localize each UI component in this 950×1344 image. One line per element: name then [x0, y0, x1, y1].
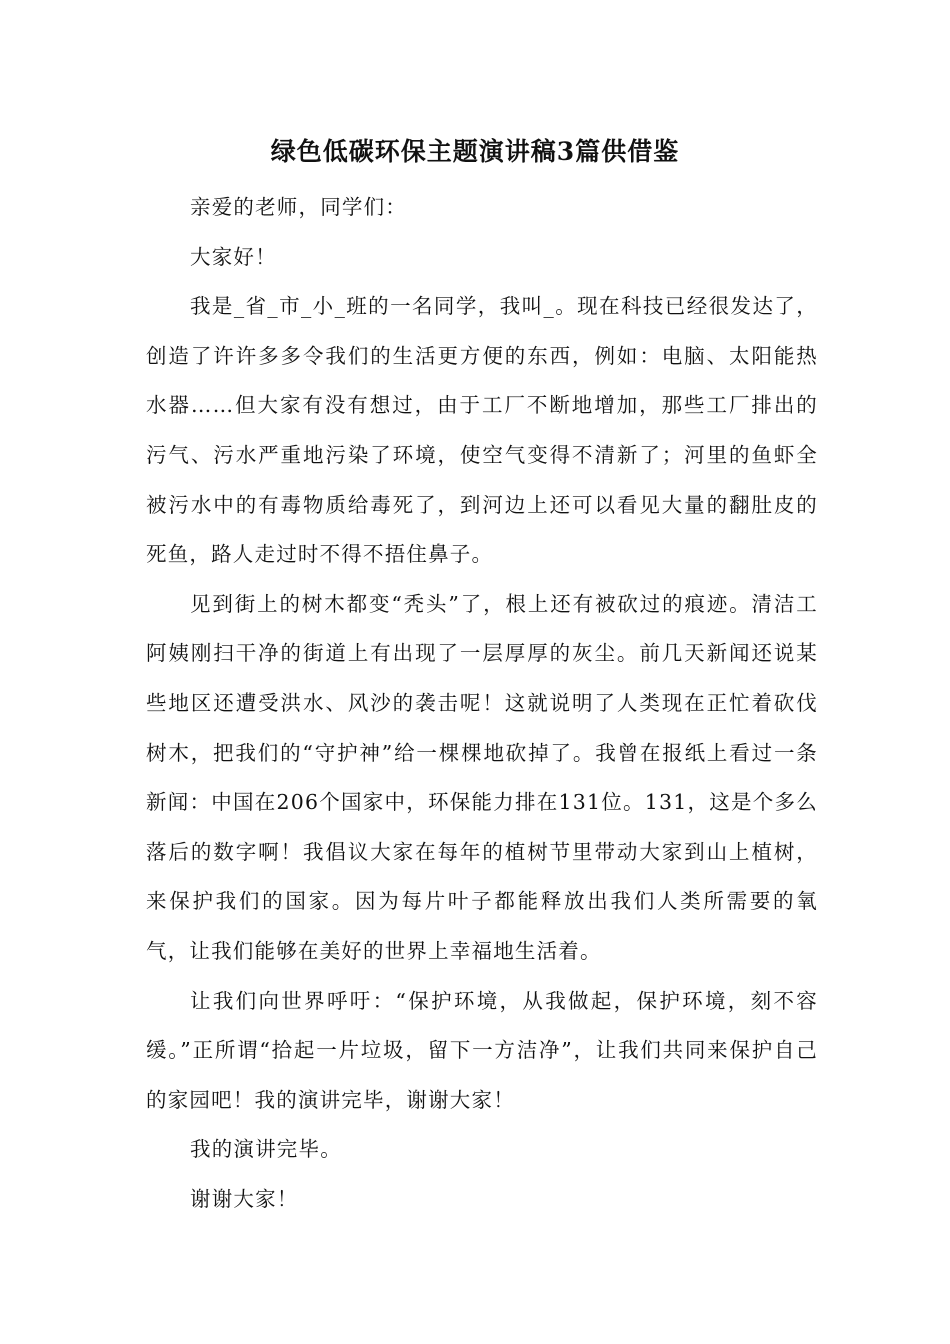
document-title: 绿色低碳环保主题演讲稿3篇供借鉴	[270, 137, 680, 166]
paragraph-trees: 见到街上的树木都变“秃头”了，根上还有被砍过的痕迹。清洁工阿姨刚扫干净的街道上有出现了一层厚厚的灰尘。前几天新闻还说某些地区还遭受洪水、风沙的袭击呢！这就说明了人类现在正忙着砍伐树木，把我们的“守护神”给一棵棵地砍掉了。我曾在报纸上看过一条新闻：中国在206个国家中，环保能力排在131位。131，这是个多么落后的数字啊！我倡议大家在每年的植树节里带动大家到山上植树，来保护我们的国家。因为每片叶子都能释放出我们人类所需要的氧气，让我们能够在美好的世界上幸福地生活着。	[146, 591, 818, 963]
paragraph-hello: 大家好！	[190, 244, 277, 269]
paragraph-greeting: 亲爱的老师，同学们：	[190, 195, 407, 219]
paragraph-thanks: 谢谢大家！	[190, 1186, 299, 1211]
document-body	[146, 183, 818, 1224]
paragraph-appeal: 让我们向世界呼吁：“保护环境，从我做起，保护环境，刻不容缓。”正所谓“拾起一片垃圾，留下一方洁净”，让我们共同来保护自己的家园吧！我的演讲完毕，谢谢大家！	[146, 988, 818, 1112]
paragraph-introduction: 我是_省_市_小_班的一名同学，我叫_。现在科技已经很发达了，创造了许许多多令我们的生活更方便的东西，例如：电脑、太阳能热水器……但大家有没有想过，由于工厂不断地增加，那些工厂排出的污气、污水严重地污染了环境，使空气变得不清新了；河里的鱼虾全被污水中的有毒物质给毒死了，到河边上还可以看见大量的翻肚皮的死鱼，路人走过时不得不捂住鼻子。	[146, 294, 818, 567]
paragraph-closing: 我的演讲完毕。	[190, 1137, 342, 1162]
